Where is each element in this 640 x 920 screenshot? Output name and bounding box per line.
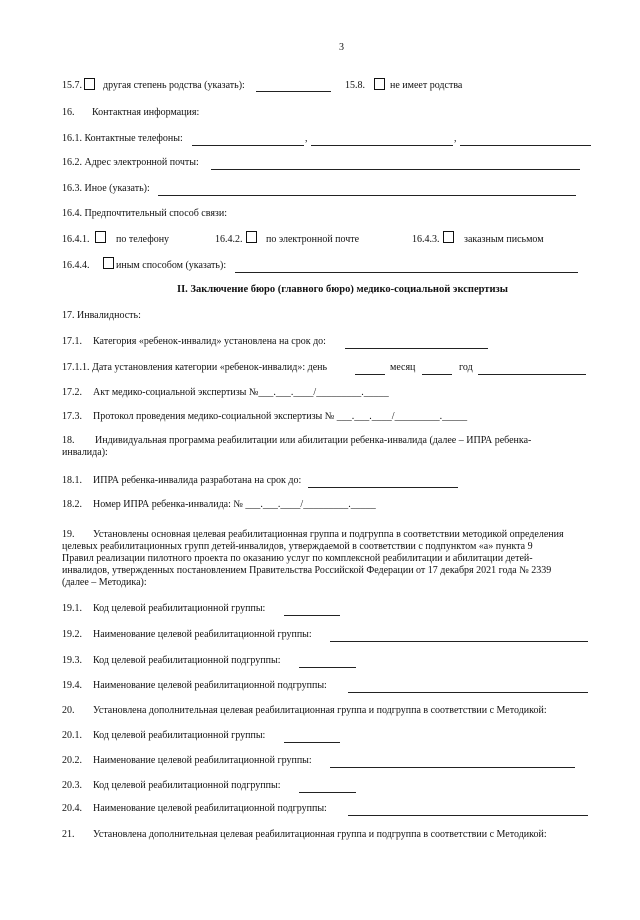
page-number: 3 — [339, 42, 344, 53]
additional-group-name-field[interactable] — [330, 758, 575, 768]
checkbox-by-phone[interactable] — [95, 231, 106, 243]
item-number-20-1: 20.1. — [62, 730, 82, 741]
label-17-2: Акт медико-социальной экспертизы №___.___.____/_________._____ — [93, 387, 389, 398]
item-number-18-2: 18.2. — [62, 499, 82, 510]
label-19-4: Наименование целевой реабилитационной подгруппы: — [93, 680, 327, 691]
year-field[interactable] — [478, 365, 586, 375]
item-number-15-7: 15.7. — [62, 80, 82, 91]
label-17: 17. Инвалидность: — [62, 310, 141, 321]
phone-field-2[interactable] — [311, 136, 453, 146]
checkbox-registered-mail[interactable] — [443, 231, 454, 243]
item-number-16-4-2: 16.4.2. — [215, 234, 243, 245]
checkbox-15-8[interactable] — [374, 78, 385, 90]
subgroup-name-field[interactable] — [348, 683, 588, 693]
phone-field-1[interactable] — [192, 136, 304, 146]
day-field[interactable] — [355, 365, 385, 375]
label-20-2: Наименование целевой реабилитационной группы: — [93, 755, 312, 766]
other-way-field[interactable] — [235, 263, 578, 273]
item-number-18: 18. — [62, 435, 75, 446]
label-18-line-2: инвалида): — [62, 447, 108, 458]
item-number-20-2: 20.2. — [62, 755, 82, 766]
item-number-19-4: 19.4. — [62, 680, 82, 691]
other-contact-field[interactable] — [158, 186, 576, 196]
item-number-20: 20. — [62, 705, 75, 716]
comma-2: , — [454, 133, 457, 144]
label-19-1: Код целевой реабилитационной группы: — [93, 603, 266, 614]
label-17-1: Категория «ребенок-инвалид» установлена на срок до: — [93, 336, 326, 347]
item-number-19: 19. — [62, 529, 75, 540]
year-label: год — [459, 362, 473, 373]
label-19-2: Наименование целевой реабилитационной группы: — [93, 629, 312, 640]
label-17-3: Протокол проведения медико-социальной экспертизы № ___.___.____/_________._____ — [93, 411, 468, 422]
group-code-field[interactable] — [284, 606, 340, 616]
label-21: Установлена дополнительная целевая реабилитационная группа и подгруппа в соответствии с Методикой: — [93, 829, 547, 840]
email-field[interactable] — [211, 160, 580, 170]
item-number-17-1: 17.1. — [62, 336, 82, 347]
label-15-8: не имеет родства — [390, 80, 463, 91]
subgroup-code-field[interactable] — [299, 658, 356, 668]
label-19-3: Код целевой реабилитационной подгруппы: — [93, 655, 281, 666]
checkbox-other-way[interactable] — [103, 257, 114, 269]
label-19-line-4: инвалидов, утвержденных постановлением Правительства Российской Федерации от 17 декабря 2021 года № 2339 — [62, 565, 552, 576]
additional-subgroup-code-field[interactable] — [299, 783, 356, 793]
item-number-20-3: 20.3. — [62, 780, 82, 791]
label-20-1: Код целевой реабилитационной группы: — [93, 730, 266, 741]
phone-field-3[interactable] — [460, 136, 591, 146]
checkbox-by-email[interactable] — [246, 231, 257, 243]
item-number-16-4-4: 16.4.4. — [62, 260, 90, 271]
label-20-4: Наименование целевой реабилитационной подгруппы: — [93, 803, 327, 814]
month-field[interactable] — [422, 365, 452, 375]
label-19-line-1: Установлены основная целевая реабилитационная группа и подгруппа в соответствии методикой определения — [93, 529, 564, 540]
group-name-field[interactable] — [330, 632, 588, 642]
label-16-1: 16.1. Контактные телефоны: — [62, 133, 183, 144]
label-18-2: Номер ИПРА ребенка-инвалида: № ___.___.____/_________._____ — [93, 499, 376, 510]
label-16-4-4: иным способом (указать): — [116, 260, 227, 271]
label-20-3: Код целевой реабилитационной подгруппы: — [93, 780, 281, 791]
label-16: Контактная информация: — [92, 107, 200, 118]
comma-1: , — [305, 133, 308, 144]
disability-term-field[interactable] — [345, 339, 488, 349]
item-number-17-3: 17.3. — [62, 411, 82, 422]
section-title: II. Заключение бюро (главного бюро) медико-социальной экспертизы — [177, 284, 508, 295]
checkbox-15-7[interactable] — [84, 78, 95, 90]
additional-subgroup-name-field[interactable] — [348, 806, 588, 816]
item-number-19-2: 19.2. — [62, 629, 82, 640]
label-16-4-3: заказным письмом — [464, 234, 544, 245]
item-number-16-4-1: 16.4.1. — [62, 234, 90, 245]
item-number-15-8: 15.8. — [345, 80, 365, 91]
ipra-term-field[interactable] — [308, 478, 458, 488]
label-16-2: 16.2. Адрес электронной почты: — [62, 157, 199, 168]
item-number-19-3: 19.3. — [62, 655, 82, 666]
label-20: Установлена дополнительная целевая реабилитационная группа и подгруппа в соответствии с Методикой: — [93, 705, 547, 716]
item-number-16: 16. — [62, 107, 75, 118]
item-number-20-4: 20.4. — [62, 803, 82, 814]
month-label: месяц — [390, 362, 416, 373]
label-19-line-2: целевых реабилитационных групп детей-инвалидов, утверждаемой в соответствии с подпунктом «а» пункта 9 — [62, 541, 533, 552]
label-18-line-1: Индивидуальная программа реабилитации или абилитации ребенка-инвалида (далее – ИПРА ребенка- — [95, 435, 532, 446]
label-19-line-5: (далее – Методика): — [62, 577, 147, 588]
label-15-7: другая степень родства (указать): — [103, 80, 245, 91]
item-number-16-4-3: 16.4.3. — [412, 234, 440, 245]
item-number-17-2: 17.2. — [62, 387, 82, 398]
label-16-4-2: по электронной почте — [266, 234, 360, 245]
item-number-18-1: 18.1. — [62, 475, 82, 486]
label-18-1: ИПРА ребенка-инвалида разработана на срок до: — [93, 475, 302, 486]
field-15-7[interactable] — [256, 82, 331, 92]
label-16-4: 16.4. Предпочтительный способ связи: — [62, 208, 228, 219]
label-16-4-1: по телефону — [116, 234, 170, 245]
additional-group-code-field[interactable] — [284, 733, 340, 743]
label-19-line-3: Правил реализации пилотного проекта по оказанию услуг по комплексной реабилитации и абилитации детей- — [62, 553, 533, 564]
label-16-3: 16.3. Иное (указать): — [62, 183, 150, 194]
item-number-21: 21. — [62, 829, 75, 840]
item-number-19-1: 19.1. — [62, 603, 82, 614]
label-17-1-1: 17.1.1. Дата установления категории «ребенок-инвалид»: день — [62, 362, 328, 373]
